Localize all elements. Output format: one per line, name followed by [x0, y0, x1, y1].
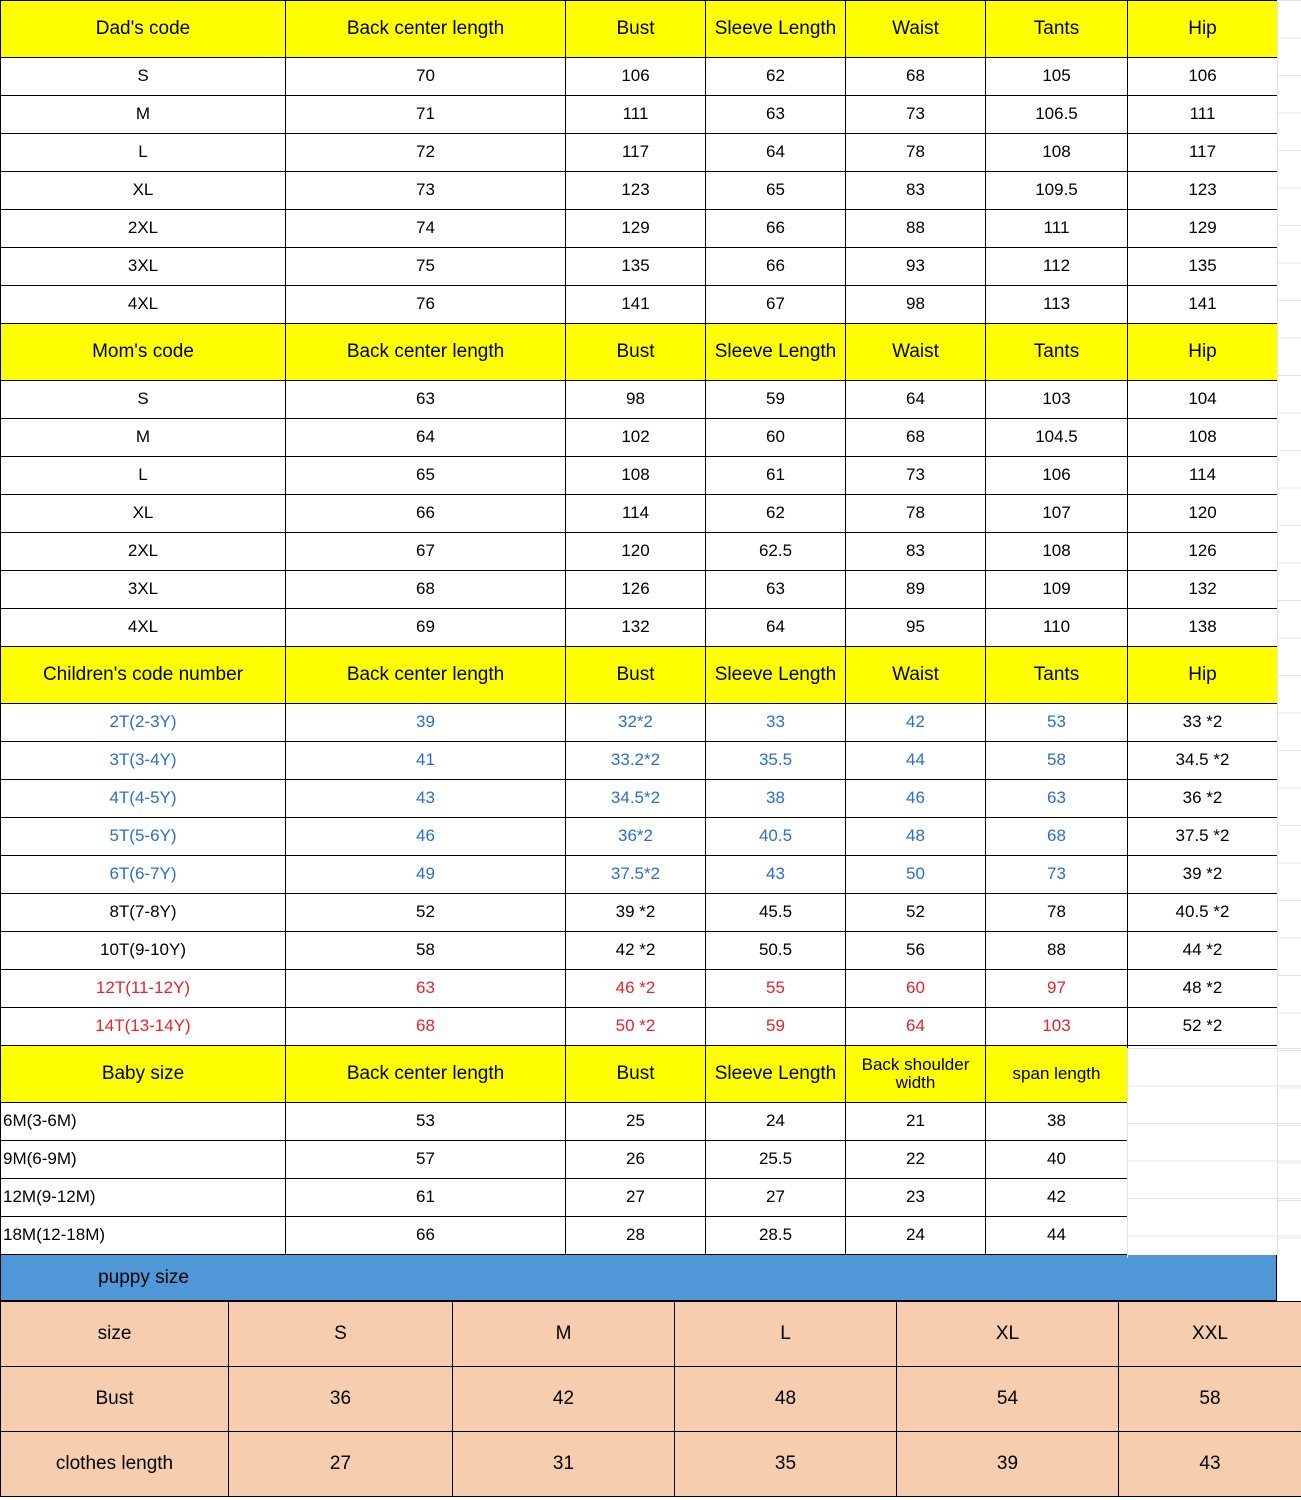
- cell: 53: [286, 1103, 566, 1141]
- cell: 27: [706, 1179, 846, 1217]
- cell: 120: [1128, 495, 1278, 533]
- cell: 36: [229, 1367, 453, 1432]
- cell: 42: [846, 704, 986, 742]
- mom-header-waist: Waist: [846, 324, 986, 381]
- cell: 105: [986, 58, 1128, 96]
- cell: 61: [286, 1179, 566, 1217]
- cell: 45.5: [706, 894, 846, 932]
- cell: 111: [986, 210, 1128, 248]
- cell: 36*2: [566, 818, 706, 856]
- cell: 117: [1128, 134, 1278, 172]
- cell: 38: [706, 780, 846, 818]
- cell: 2XL: [1, 533, 286, 571]
- baby-header-bust: Bust: [566, 1046, 706, 1103]
- cell: 63: [286, 381, 566, 419]
- cell: 78: [986, 894, 1128, 932]
- cell: 25: [566, 1103, 706, 1141]
- children-header-hip: Hip: [1128, 647, 1278, 704]
- mom-header-hip: Hip: [1128, 324, 1278, 381]
- mom-header-code: Mom's code: [1, 324, 286, 381]
- puppy-header-size: size: [1, 1302, 229, 1367]
- cell: 43: [286, 780, 566, 818]
- cell: 52 *2: [1128, 1008, 1278, 1046]
- table-row: [1, 571, 1278, 609]
- cell: 62: [706, 495, 846, 533]
- table-row: [1, 419, 1278, 457]
- table-row: [1, 609, 1278, 647]
- table-row: [1, 172, 1278, 210]
- cell: 113: [986, 286, 1128, 324]
- cell: 23: [846, 1179, 986, 1217]
- cell: 43: [1119, 1432, 1301, 1497]
- cell: 65: [706, 172, 846, 210]
- cell: 26: [566, 1141, 706, 1179]
- cell: 98: [566, 381, 706, 419]
- cell: 63: [706, 96, 846, 134]
- cell: 25.5: [706, 1141, 846, 1179]
- table-row: [1, 495, 1278, 533]
- cell: 35.5: [706, 742, 846, 780]
- cell: 95: [846, 609, 986, 647]
- cell: 120: [566, 533, 706, 571]
- puppy-header-m: M: [453, 1302, 675, 1367]
- cell: 108: [986, 134, 1128, 172]
- cell: 83: [846, 533, 986, 571]
- cell: 135: [566, 248, 706, 286]
- cell: S: [1, 58, 286, 96]
- table-row: [1, 1103, 1278, 1141]
- cell: 64: [706, 134, 846, 172]
- cell: 10T(9-10Y): [1, 932, 286, 970]
- cell: 126: [566, 571, 706, 609]
- cell: 31: [453, 1432, 675, 1497]
- cell: 52: [846, 894, 986, 932]
- cell: 93: [846, 248, 986, 286]
- cell: 50: [846, 856, 986, 894]
- cell: 129: [566, 210, 706, 248]
- dad-header-tants: Tants: [986, 1, 1128, 58]
- table-row: [1, 1008, 1278, 1046]
- children-header-waist: Waist: [846, 647, 986, 704]
- puppy-size-label: puppy size: [98, 1266, 189, 1288]
- cell: 28.5: [706, 1217, 846, 1255]
- cell: L: [1, 457, 286, 495]
- baby-header-back-shoulder-width: Back shoulder width: [846, 1046, 986, 1103]
- cell: 24: [846, 1217, 986, 1255]
- cell: 71: [286, 96, 566, 134]
- cell: 40.5: [706, 818, 846, 856]
- cell: 37.5*2: [566, 856, 706, 894]
- cell: 66: [706, 248, 846, 286]
- cell: 59: [706, 381, 846, 419]
- children-header-sleeve-length: Sleeve Length: [706, 647, 846, 704]
- cell: XL: [1, 495, 286, 533]
- mom-header-row: [1, 324, 1278, 381]
- cell: 108: [1128, 419, 1278, 457]
- cell: 44: [986, 1217, 1128, 1255]
- baby-header-row: [1, 1046, 1278, 1103]
- puppy-size-table: [0, 1301, 1301, 1497]
- table-row: [1, 1432, 1301, 1497]
- cell: 49: [286, 856, 566, 894]
- table-row: [1, 533, 1278, 571]
- table-row: [1, 856, 1278, 894]
- cell: 78: [846, 495, 986, 533]
- cell: 67: [706, 286, 846, 324]
- cell: 57: [286, 1141, 566, 1179]
- dad-header-sleeve-length: Sleeve Length: [706, 1, 846, 58]
- cell: 28: [566, 1217, 706, 1255]
- cell: 38: [986, 1103, 1128, 1141]
- mom-header-tants: Tants: [986, 324, 1128, 381]
- children-header-back-center-length: Back center length: [286, 647, 566, 704]
- mom-header-back-center-length: Back center length: [286, 324, 566, 381]
- cell: 59: [706, 1008, 846, 1046]
- cell: 68: [286, 1008, 566, 1046]
- dad-header-hip: Hip: [1128, 1, 1278, 58]
- dad-header-row: [1, 1, 1278, 58]
- cell: 40: [986, 1141, 1128, 1179]
- cell: 48 *2: [1128, 970, 1278, 1008]
- cell: 88: [986, 932, 1128, 970]
- cell: 108: [566, 457, 706, 495]
- cell: 66: [286, 495, 566, 533]
- dad-header-waist: Waist: [846, 1, 986, 58]
- cell: 111: [1128, 96, 1278, 134]
- cell: 132: [566, 609, 706, 647]
- cell: 106: [1128, 58, 1278, 96]
- cell: 54: [897, 1367, 1119, 1432]
- baby-header-size: Baby size: [1, 1046, 286, 1103]
- cell: 50 *2: [566, 1008, 706, 1046]
- cell: 41: [286, 742, 566, 780]
- cell: 33: [706, 704, 846, 742]
- cell: M: [1, 96, 286, 134]
- cell: 46 *2: [566, 970, 706, 1008]
- cell: 73: [846, 457, 986, 495]
- cell: 46: [846, 780, 986, 818]
- baby-header-back-center-length: Back center length: [286, 1046, 566, 1103]
- puppy-header-row: [1, 1302, 1301, 1367]
- spreadsheet-gridlines-baby-right: [1127, 1048, 1301, 1258]
- cell: 21: [846, 1103, 986, 1141]
- cell: 67: [286, 533, 566, 571]
- cell: 68: [986, 818, 1128, 856]
- cell: 102: [566, 419, 706, 457]
- cell: 3XL: [1, 248, 286, 286]
- cell: 39 *2: [566, 894, 706, 932]
- cell: 108: [986, 533, 1128, 571]
- cell: 103: [986, 381, 1128, 419]
- cell: 44 *2: [1128, 932, 1278, 970]
- cell: 75: [286, 248, 566, 286]
- cell: 58: [986, 742, 1128, 780]
- cell: clothes length: [1, 1432, 229, 1497]
- table-row: [1, 58, 1278, 96]
- baby-header-sleeve-length: Sleeve Length: [706, 1046, 846, 1103]
- cell: 52: [286, 894, 566, 932]
- cell: 106: [986, 457, 1128, 495]
- cell: 111: [566, 96, 706, 134]
- cell: 138: [1128, 609, 1278, 647]
- cell: 39 *2: [1128, 856, 1278, 894]
- cell: 106: [566, 58, 706, 96]
- cell: 83: [846, 172, 986, 210]
- table-row: [1, 210, 1278, 248]
- table-row: [1, 1217, 1278, 1255]
- cell: 66: [286, 1217, 566, 1255]
- cell: 141: [566, 286, 706, 324]
- cell: 33.2*2: [566, 742, 706, 780]
- cell: 53: [986, 704, 1128, 742]
- cell: 14T(13-14Y): [1, 1008, 286, 1046]
- table-row: [1, 134, 1278, 172]
- cell: Bust: [1, 1367, 229, 1432]
- children-header-code: Children's code number: [1, 647, 286, 704]
- cell: 34.5*2: [566, 780, 706, 818]
- cell: 88: [846, 210, 986, 248]
- mom-header-sleeve-length: Sleeve Length: [706, 324, 846, 381]
- cell: 3XL: [1, 571, 286, 609]
- cell: 63: [706, 571, 846, 609]
- cell: 32*2: [566, 704, 706, 742]
- cell: 74: [286, 210, 566, 248]
- cell: 58: [1119, 1367, 1301, 1432]
- puppy-header-xxl: XXL: [1119, 1302, 1301, 1367]
- cell: L: [1, 134, 286, 172]
- cell: 68: [846, 58, 986, 96]
- cell: 37.5 *2: [1128, 818, 1278, 856]
- children-header-row: [1, 647, 1278, 704]
- cell: 44: [846, 742, 986, 780]
- cell: 8T(7-8Y): [1, 894, 286, 932]
- cell: 43: [706, 856, 846, 894]
- cell: 18M(12-18M): [1, 1217, 286, 1255]
- cell: 36 *2: [1128, 780, 1278, 818]
- cell: 68: [286, 571, 566, 609]
- children-header-tants: Tants: [986, 647, 1128, 704]
- cell: 106.5: [986, 96, 1128, 134]
- cell: 73: [986, 856, 1128, 894]
- dad-header-back-center-length: Back center length: [286, 1, 566, 58]
- cell: 9M(6-9M): [1, 1141, 286, 1179]
- cell: 6M(3-6M): [1, 1103, 286, 1141]
- cell: 35: [675, 1432, 897, 1497]
- cell: 64: [706, 609, 846, 647]
- cell: 63: [986, 780, 1128, 818]
- table-row: [1, 1179, 1278, 1217]
- cell: 64: [286, 419, 566, 457]
- cell: 39: [286, 704, 566, 742]
- cell: 103: [986, 1008, 1128, 1046]
- cell: 89: [846, 571, 986, 609]
- cell: 129: [1128, 210, 1278, 248]
- cell: 98: [846, 286, 986, 324]
- cell: 114: [1128, 457, 1278, 495]
- cell: 2T(2-3Y): [1, 704, 286, 742]
- cell: 12M(9-12M): [1, 1179, 286, 1217]
- cell: 107: [986, 495, 1128, 533]
- cell: 97: [986, 970, 1128, 1008]
- cell: 63: [286, 970, 566, 1008]
- cell: 3T(3-4Y): [1, 742, 286, 780]
- cell: 117: [566, 134, 706, 172]
- table-row: [1, 818, 1278, 856]
- children-header-bust: Bust: [566, 647, 706, 704]
- cell: 110: [986, 609, 1128, 647]
- puppy-header-s: S: [229, 1302, 453, 1367]
- cell: 39: [897, 1432, 1119, 1497]
- cell: 64: [846, 381, 986, 419]
- cell: 4XL: [1, 286, 286, 324]
- cell: 42: [986, 1179, 1128, 1217]
- cell: 69: [286, 609, 566, 647]
- dad-header-bust: Bust: [566, 1, 706, 58]
- cell: 46: [286, 818, 566, 856]
- cell: 2XL: [1, 210, 286, 248]
- cell: 27: [229, 1432, 453, 1497]
- cell: 40.5 *2: [1128, 894, 1278, 932]
- table-row: [1, 248, 1278, 286]
- cell: 42 *2: [566, 932, 706, 970]
- puppy-header-xl: XL: [897, 1302, 1119, 1367]
- cell: 12T(11-12Y): [1, 970, 286, 1008]
- cell: 64: [846, 1008, 986, 1046]
- cell: 109.5: [986, 172, 1128, 210]
- cell: 68: [846, 419, 986, 457]
- table-row: [1, 286, 1278, 324]
- cell: 60: [846, 970, 986, 1008]
- dad-header-code: Dad's code: [1, 1, 286, 58]
- cell: 34.5 *2: [1128, 742, 1278, 780]
- cell: 72: [286, 134, 566, 172]
- table-row: [1, 1367, 1301, 1432]
- cell: 48: [675, 1367, 897, 1432]
- table-row: [1, 970, 1278, 1008]
- cell: 4XL: [1, 609, 286, 647]
- cell: 42: [453, 1367, 675, 1432]
- cell: 109: [986, 571, 1128, 609]
- cell: 104.5: [986, 419, 1128, 457]
- cell: 126: [1128, 533, 1278, 571]
- cell: 55: [706, 970, 846, 1008]
- table-row: [1, 932, 1278, 970]
- cell: 73: [286, 172, 566, 210]
- cell: 62: [706, 58, 846, 96]
- baby-header-span-length: span length: [986, 1046, 1128, 1103]
- cell: 66: [706, 210, 846, 248]
- cell: 132: [1128, 571, 1278, 609]
- cell: 48: [846, 818, 986, 856]
- cell: M: [1, 419, 286, 457]
- table-row: [1, 381, 1278, 419]
- cell: 61: [706, 457, 846, 495]
- table-row: [1, 704, 1278, 742]
- cell: 5T(5-6Y): [1, 818, 286, 856]
- table-row: [1, 457, 1278, 495]
- cell: 104: [1128, 381, 1278, 419]
- cell: 24: [706, 1103, 846, 1141]
- table-row: [1, 1141, 1278, 1179]
- table-row: [1, 894, 1278, 932]
- cell: 6T(6-7Y): [1, 856, 286, 894]
- cell: 123: [1128, 172, 1278, 210]
- cell: 33 *2: [1128, 704, 1278, 742]
- cell: 135: [1128, 248, 1278, 286]
- cell: 50.5: [706, 932, 846, 970]
- cell: XL: [1, 172, 286, 210]
- table-row: [1, 96, 1278, 134]
- cell: 73: [846, 96, 986, 134]
- cell: 60: [706, 419, 846, 457]
- cell: 4T(4-5Y): [1, 780, 286, 818]
- table-row: [1, 742, 1278, 780]
- cell: 65: [286, 457, 566, 495]
- cell: 76: [286, 286, 566, 324]
- cell: 141: [1128, 286, 1278, 324]
- cell: 56: [846, 932, 986, 970]
- cell: 123: [566, 172, 706, 210]
- cell: 58: [286, 932, 566, 970]
- cell: 27: [566, 1179, 706, 1217]
- cell: 78: [846, 134, 986, 172]
- cell: 114: [566, 495, 706, 533]
- cell: 62.5: [706, 533, 846, 571]
- puppy-size-band: [0, 1255, 1277, 1301]
- cell: 22: [846, 1141, 986, 1179]
- table-row: [1, 780, 1278, 818]
- mom-header-bust: Bust: [566, 324, 706, 381]
- cell: 112: [986, 248, 1128, 286]
- puppy-header-l: L: [675, 1302, 897, 1367]
- cell: 70: [286, 58, 566, 96]
- cell: S: [1, 381, 286, 419]
